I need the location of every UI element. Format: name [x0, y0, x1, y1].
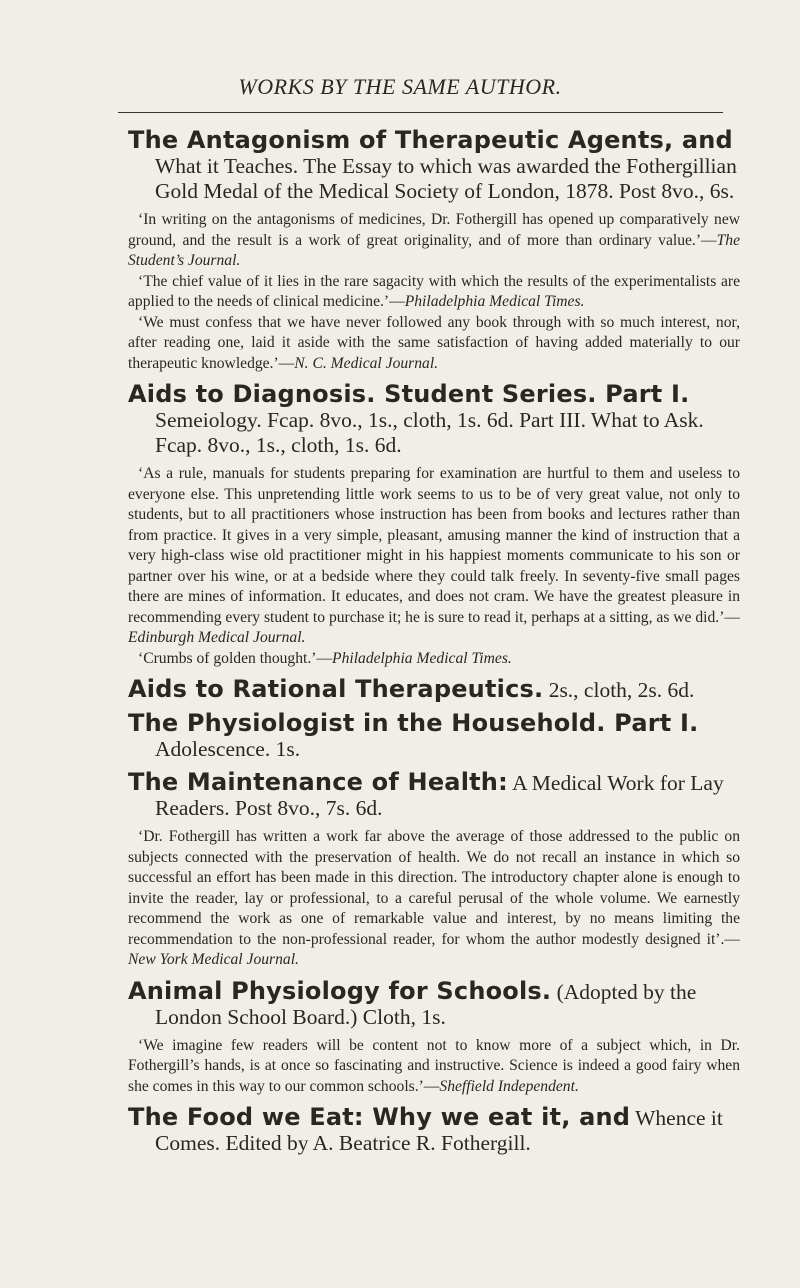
quote-source: Philadelphia Medical Times.	[332, 649, 512, 667]
entry-title: The Maintenance of Health:	[128, 768, 508, 796]
review-quote	[128, 272, 740, 313]
entry-title: The Physiologist in the Household. Part I.	[128, 709, 699, 737]
entry-heading	[128, 382, 740, 458]
quote-text: ‘Dr. Fothergill has written a work far above the average of those addressed to the public on subjects connected with the preservation of health. We do not recall an instance in which so successful an effort has been made in this direction. The introductory chapter alone is enough to invite the reader, lay or professional, to a careful perusal of the whole volume. We earnestly recommend the work as one of remarkable value and interest, by no means limiting the recommendation to the non-professional reader, for whom the author modestly designed it’.—	[128, 828, 740, 948]
entry-title: Aids to Rational Therapeutics.	[128, 675, 544, 703]
quote-source: N. C. Medical Journal.	[294, 354, 439, 372]
quote-text: ‘As a rule, manuals for students preparing for examination are hurtful to them and useless to everyone else. This unpretending little work seems to us to be of very great value, not only to students, but to all practitioners whose instruction has been from books and lectures rather than from practice. It gives in a very simple, pleasant, amusing manner the kind of instruction that a very high-class wise old practitioner might in his happiest moments communicate to his son or partner over his wine, or at a bedside where they could talk freely. In seventy-five small pages there are mines of information. It educates, and does not cram. We have the greatest pleasure in recommending every student to purchase it; he is sure to read it, perhaps at a sitting, as we did.’—	[128, 465, 740, 626]
quote-source: Sheffield Independent.	[439, 1077, 579, 1095]
quote-text: ‘The chief value of it lies in the rare sagacity with which the results of the experimentalists are applied to the needs of clinical medicine.’—	[128, 272, 740, 310]
quote-text: ‘Crumbs of golden thought.’—	[138, 649, 333, 667]
review-quote	[128, 210, 740, 272]
entry-heading	[128, 128, 740, 204]
quote-text: ‘We imagine few readers will be content not to know more of a subject which, in Dr. Fothergill’s hands, is at once so fascinating and instructive. Science is indeed a good fairy when she comes in this way to our common schools.’—	[128, 1036, 740, 1095]
catalogue-entry	[128, 770, 740, 971]
entry-heading	[128, 770, 740, 821]
review-quote	[128, 313, 740, 375]
entry-title: Animal Physiology for Schools.	[128, 976, 552, 1005]
entry-heading	[128, 711, 740, 762]
entry-description: A Medical Work for Lay Readers. Post 8vo., 7s. 6d.	[155, 771, 724, 820]
entry-heading	[128, 976, 740, 1030]
running-head: WORKS BY THE SAME AUTHOR.	[238, 74, 562, 99]
entry-title: Aids to Diagnosis. Student Series. Part I.	[128, 380, 690, 408]
quote-source: New York Medical Journal.	[128, 951, 299, 968]
entry-title: The Antagonism of Therapeutic Agents, and	[128, 126, 733, 154]
header-rule	[118, 112, 723, 113]
entry-description: Whence it Comes. Edited by A. Beatrice R. Fothergill.	[155, 1106, 723, 1155]
quote-text: ‘In writing on the antagonisms of medicines, Dr. Fothergill has opened up comparatively new ground, and the result is a work of great originality, and of more than ordinary value.’—	[128, 211, 740, 249]
review-quote	[128, 649, 740, 670]
review-quote	[128, 827, 740, 971]
review-quote	[128, 464, 740, 649]
review-quote	[128, 1036, 740, 1098]
entry-description: (Adopted by the London School Board.) Cloth, 1s.	[155, 979, 697, 1029]
entry-description: Adolescence. 1s.	[155, 737, 301, 761]
entry-description: What it Teaches. The Essay to which was awarded the Fothergillian Gold Medal of the Medical Society of London, 1878. Post 8vo., 6s.	[155, 154, 737, 203]
quote-source: Philadelphia Medical Times.	[404, 293, 585, 310]
entry-title: The Food we Eat: Why we eat it, and	[128, 1103, 631, 1131]
catalogue-entry	[128, 711, 740, 762]
quote-source: Edinburgh Medical Journal.	[128, 629, 306, 646]
quote-text: ‘We must confess that we have never followed any book through with so much interest, nor, after reading one, laid it aside with the same satisfaction of having added materially to our therapeutic knowledge.’—	[128, 313, 740, 372]
entry-description: 2s., cloth, 2s. 6d.	[543, 678, 695, 702]
catalogue-entry	[128, 677, 740, 703]
catalogue-entry	[128, 128, 740, 374]
catalogue-entry	[128, 1105, 740, 1156]
catalogue-entry	[128, 976, 740, 1098]
entry-heading	[128, 1105, 740, 1156]
catalogue-entry	[128, 382, 740, 669]
entry-heading	[128, 677, 740, 703]
catalogue-list	[128, 128, 740, 1156]
quote-source: The Student’s Journal.	[128, 231, 740, 269]
entry-description: Semeiology. Fcap. 8vo., 1s., cloth, 1s. 6d. Part III. What to Ask. Fcap. 8vo., 1s., cloth, 1s. 6d.	[155, 408, 704, 457]
